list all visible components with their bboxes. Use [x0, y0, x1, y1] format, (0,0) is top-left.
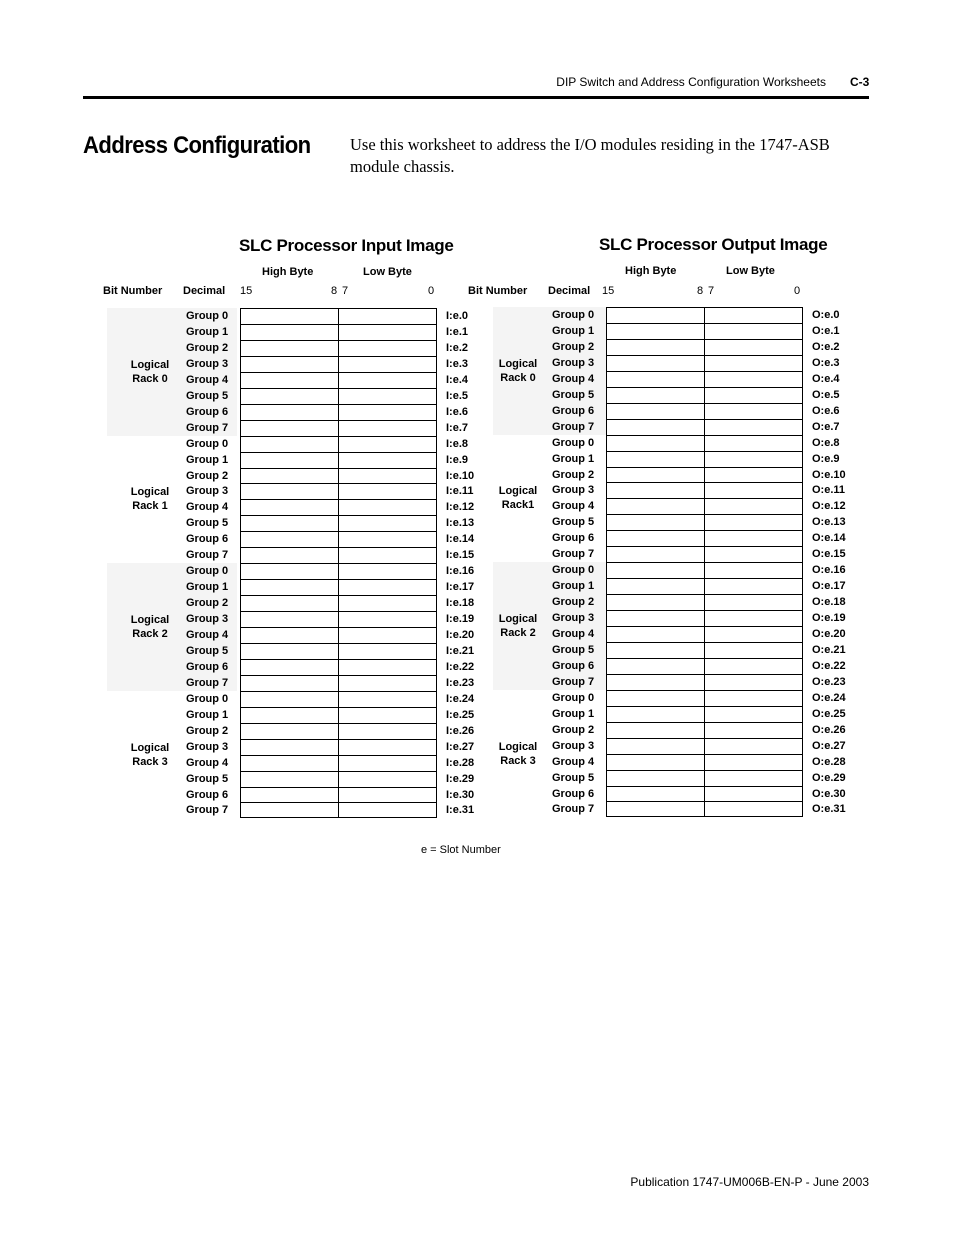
grid-row-line	[606, 801, 803, 802]
grid-row-line	[240, 499, 437, 500]
bit-number-label: Bit Number	[468, 285, 528, 297]
group-label: Group 1	[552, 452, 595, 465]
grid-row-line	[240, 436, 437, 437]
grid-row-line	[606, 355, 803, 356]
address-label: O:e.27	[812, 739, 846, 752]
address-label: I:e.15	[446, 549, 475, 562]
header-rule	[83, 96, 869, 99]
grid-row-line	[240, 324, 437, 325]
address-label: I:e.12	[446, 501, 475, 514]
grid-row-line	[240, 547, 437, 548]
address-label: O:e.1	[812, 324, 840, 337]
address-label: I:e.19	[446, 613, 475, 626]
group-label: Group 7	[186, 549, 229, 562]
address-label: I:e.27	[446, 740, 475, 753]
address-label: I:e.1	[446, 325, 469, 338]
address-label: I:e.9	[446, 453, 469, 466]
address-label: O:e.5	[812, 388, 840, 401]
grid-row-line	[606, 387, 803, 388]
rack-label: Logical Rack 0	[130, 358, 170, 385]
address-label: I:e.0	[446, 310, 469, 322]
rack-label: Logical Rack1	[498, 485, 538, 512]
address-label: I:e.5	[446, 389, 469, 402]
rack-label: Logical Rack 0	[498, 357, 538, 384]
grid-row-line	[606, 530, 803, 531]
grid-row-line	[240, 802, 437, 803]
group-label: Group 6	[186, 788, 229, 801]
grid-row-line	[606, 482, 803, 483]
group-label: Group 0	[552, 436, 595, 449]
address-label: I:e.11	[446, 485, 474, 498]
low-byte-label: Low Byte	[726, 265, 775, 277]
grid-row-line	[240, 340, 437, 341]
address-label: I:e.17	[446, 581, 475, 594]
group-label: Group 0	[186, 310, 229, 322]
rack-label: Logical Rack 2	[498, 613, 538, 639]
decimal-label: Decimal	[183, 285, 226, 297]
grid-row-line	[606, 738, 803, 739]
address-label: I:e.28	[446, 756, 475, 769]
group-label: Group 2	[186, 724, 229, 737]
address-label: I:e.3	[446, 357, 469, 370]
grid-row-line	[606, 594, 803, 595]
group-label: Group 5	[186, 389, 229, 402]
address-label: I:e.21	[446, 644, 475, 657]
group-label: Group 4	[552, 628, 595, 640]
grid-row-line	[240, 452, 437, 453]
bit-0-label: 0	[794, 285, 801, 297]
grid-row-line	[240, 659, 437, 660]
grid-row-line	[606, 323, 803, 324]
grid-row-line	[606, 754, 803, 755]
group-label: Group 0	[186, 437, 229, 450]
group-label: Group 2	[186, 341, 229, 354]
group-label: Group 4	[186, 501, 229, 514]
group-label: Group 4	[186, 373, 229, 386]
address-label: I:e.8	[446, 437, 469, 450]
group-label: Group 7	[186, 804, 229, 817]
address-label: O:e.8	[812, 436, 840, 449]
group-label: Group 7	[186, 676, 229, 689]
address-label: I:e.24	[446, 692, 475, 705]
address-label: O:e.22	[812, 659, 846, 672]
grid-row-line	[606, 403, 803, 404]
group-label: Group 3	[552, 484, 595, 497]
grid-row-line	[240, 579, 437, 580]
address-label: O:e.10	[812, 468, 846, 481]
address-label: O:e.17	[812, 580, 846, 593]
address-label: O:e.25	[812, 707, 846, 720]
group-label: Group 1	[186, 581, 229, 594]
grid-row-line	[240, 723, 437, 724]
group-label: Group 7	[552, 420, 595, 433]
grid-row-line	[606, 674, 803, 675]
grid-row-line	[240, 563, 437, 564]
grid-row-line	[606, 451, 803, 452]
address-label: O:e.28	[812, 755, 846, 768]
decimal-label: Decimal	[548, 285, 591, 297]
group-label: Group 7	[552, 675, 595, 688]
group-label: Group 5	[186, 517, 229, 530]
grid-row-line	[240, 739, 437, 740]
address-label: O:e.7	[812, 420, 840, 433]
address-label: O:e.2	[812, 340, 840, 353]
grid-row-line	[606, 467, 803, 468]
intro-paragraph: Use this worksheet to address the I/O modules residing in the 1747-ASB module chassis.	[350, 135, 830, 176]
group-label: Group 1	[186, 708, 229, 721]
grid-row-line	[240, 515, 437, 516]
grid-row-line	[606, 514, 803, 515]
address-label: I:e.2	[446, 341, 469, 354]
group-label: Group 6	[552, 404, 595, 417]
group-label: Group 2	[186, 597, 229, 610]
grid-row-line	[606, 626, 803, 627]
address-label: O:e.19	[812, 612, 846, 625]
group-label: Group 5	[552, 388, 595, 401]
grid-row-line	[240, 404, 437, 405]
group-label: Group 0	[552, 691, 595, 704]
grid-row-line	[606, 690, 803, 691]
group-label: Group 6	[186, 405, 229, 418]
group-label: Group 7	[552, 548, 595, 561]
high-byte-label: High Byte	[262, 266, 314, 278]
rack-label: Logical Rack 2	[130, 614, 170, 640]
address-label: I:e.25	[446, 708, 475, 721]
group-label: Group 3	[186, 485, 229, 498]
address-label: O:e.30	[812, 787, 846, 800]
group-label: Group 2	[186, 469, 229, 482]
bit-0-label: 0	[428, 285, 435, 297]
address-label: O:e.9	[812, 452, 840, 465]
grid-row-line	[606, 770, 803, 771]
grid-row-line	[606, 658, 803, 659]
address-label: O:e.13	[812, 516, 846, 529]
address-label: O:e.0	[812, 309, 840, 321]
address-label: I:e.20	[446, 629, 475, 641]
bit-8-label: 8	[331, 285, 338, 297]
grid-row-line	[240, 755, 437, 756]
group-label: Group 0	[552, 309, 595, 321]
address-label: O:e.11	[812, 484, 846, 497]
group-label: Group 5	[186, 644, 229, 657]
address-label: O:e.3	[812, 356, 840, 369]
group-label: Group 3	[186, 740, 229, 753]
group-label: Group 4	[552, 372, 595, 385]
grid-row-line	[606, 339, 803, 340]
grid-row-line	[240, 595, 437, 596]
grid-row-line	[606, 419, 803, 420]
rack-label: Logical Rack 3	[498, 740, 538, 767]
grid-row-line	[606, 435, 803, 436]
group-label: Group 0	[186, 692, 229, 705]
address-label: I:e.14	[446, 533, 475, 546]
high-byte-label: High Byte	[625, 265, 677, 277]
grid-row-line	[240, 420, 437, 421]
address-label: I:e.26	[446, 724, 475, 737]
running-header: DIP Switch and Address Configuration Worksheets	[556, 75, 826, 89]
address-label: I:e.7	[446, 421, 469, 434]
bit-number-label: Bit Number	[103, 285, 163, 297]
group-label: Group 2	[552, 723, 595, 736]
grid-row-line	[606, 642, 803, 643]
address-label: O:e.21	[812, 643, 846, 656]
group-label: Group 1	[552, 707, 595, 720]
grid-row-line	[606, 786, 803, 787]
panel-title: SLC Processor Input Image	[239, 236, 454, 255]
group-label: Group 0	[186, 565, 229, 578]
address-label: O:e.15	[812, 548, 846, 561]
address-label: I:e.6	[446, 405, 469, 418]
group-label: Group 3	[186, 357, 229, 370]
bit-15-label: 15	[602, 285, 615, 297]
address-label: O:e.18	[812, 596, 846, 609]
grid-row-line	[240, 356, 437, 357]
address-label: O:e.4	[812, 372, 840, 385]
group-label: Group 6	[186, 660, 229, 673]
group-label: Group 5	[552, 516, 595, 529]
grid-row-line	[240, 372, 437, 373]
grid-row-line	[240, 643, 437, 644]
group-label: Group 3	[552, 356, 595, 369]
grid-row-line	[240, 691, 437, 692]
grid-row-line	[606, 706, 803, 707]
address-label: O:e.26	[812, 723, 846, 736]
grid-row-line	[606, 546, 803, 547]
grid-row-line	[240, 707, 437, 708]
panel-title: SLC Processor Output Image	[599, 235, 828, 254]
group-label: Group 4	[552, 500, 595, 513]
group-label: Group 1	[186, 325, 229, 338]
address-label: O:e.29	[812, 771, 846, 784]
group-label: Group 6	[552, 659, 595, 672]
address-label: I:e.13	[446, 517, 475, 530]
address-label: O:e.12	[812, 500, 846, 513]
address-label: O:e.24	[812, 691, 846, 704]
group-label: Group 3	[552, 612, 595, 625]
address-label: I:e.22	[446, 660, 475, 673]
group-label: Group 2	[552, 340, 595, 353]
page-number: C-3	[850, 75, 870, 89]
group-label: Group 6	[552, 787, 595, 800]
address-label: I:e.10	[446, 469, 475, 482]
grid-row-line	[606, 610, 803, 611]
grid-row-line	[606, 722, 803, 723]
address-label: O:e.20	[812, 628, 846, 640]
grid-row-line	[240, 388, 437, 389]
group-label: Group 1	[186, 453, 229, 466]
group-label: Group 3	[186, 613, 229, 626]
page-title: Address Configuration	[83, 132, 311, 159]
address-label: O:e.31	[812, 803, 846, 816]
grid-row-line	[240, 531, 437, 532]
publication-footer: Publication 1747-UM006B-EN-P - June 2003	[630, 1175, 869, 1189]
grid-row-line	[240, 483, 437, 484]
group-label: Group 0	[552, 564, 595, 577]
group-label: Group 4	[186, 756, 229, 769]
group-label: Group 3	[552, 739, 595, 752]
address-label: I:e.23	[446, 676, 475, 689]
rack-label: Logical Rack 1	[130, 486, 170, 513]
address-label: I:e.30	[446, 788, 475, 801]
group-label: Group 4	[186, 629, 229, 641]
group-label: Group 7	[186, 421, 229, 434]
grid-row-line	[240, 771, 437, 772]
grid-row-line	[240, 627, 437, 628]
grid-row-line	[606, 578, 803, 579]
address-label: I:e.31	[446, 804, 475, 817]
group-label: Group 1	[552, 580, 595, 593]
bit-7-label: 7	[708, 285, 715, 297]
group-label: Group 6	[552, 532, 595, 545]
address-label: I:e.16	[446, 565, 475, 578]
group-label: Group 5	[552, 771, 595, 784]
grid-row-line	[240, 787, 437, 788]
group-label: Group 4	[552, 755, 595, 768]
footnote: e = Slot Number	[421, 844, 501, 856]
address-label: I:e.4	[446, 373, 469, 386]
grid-row-line	[240, 675, 437, 676]
grid-row-line	[606, 562, 803, 563]
group-label: Group 2	[552, 468, 595, 481]
grid-row-line	[606, 498, 803, 499]
address-label: O:e.16	[812, 564, 846, 577]
group-label: Group 1	[552, 324, 595, 337]
low-byte-label: Low Byte	[363, 266, 412, 278]
group-label: Group 2	[552, 596, 595, 609]
bit-7-label: 7	[342, 285, 349, 297]
bit-8-label: 8	[697, 285, 704, 297]
group-label: Group 6	[186, 533, 229, 546]
group-label: Group 7	[552, 803, 595, 816]
address-label: O:e.23	[812, 675, 846, 688]
address-label: O:e.6	[812, 404, 840, 417]
grid-row-line	[240, 611, 437, 612]
address-label: I:e.29	[446, 772, 475, 785]
address-label: I:e.18	[446, 597, 475, 610]
rack-label: Logical Rack 3	[130, 741, 170, 768]
group-label: Group 5	[552, 643, 595, 656]
grid-row-line	[240, 468, 437, 469]
address-label: O:e.14	[812, 532, 846, 545]
bit-15-label: 15	[240, 285, 253, 297]
grid-row-line	[606, 371, 803, 372]
group-label: Group 5	[186, 772, 229, 785]
